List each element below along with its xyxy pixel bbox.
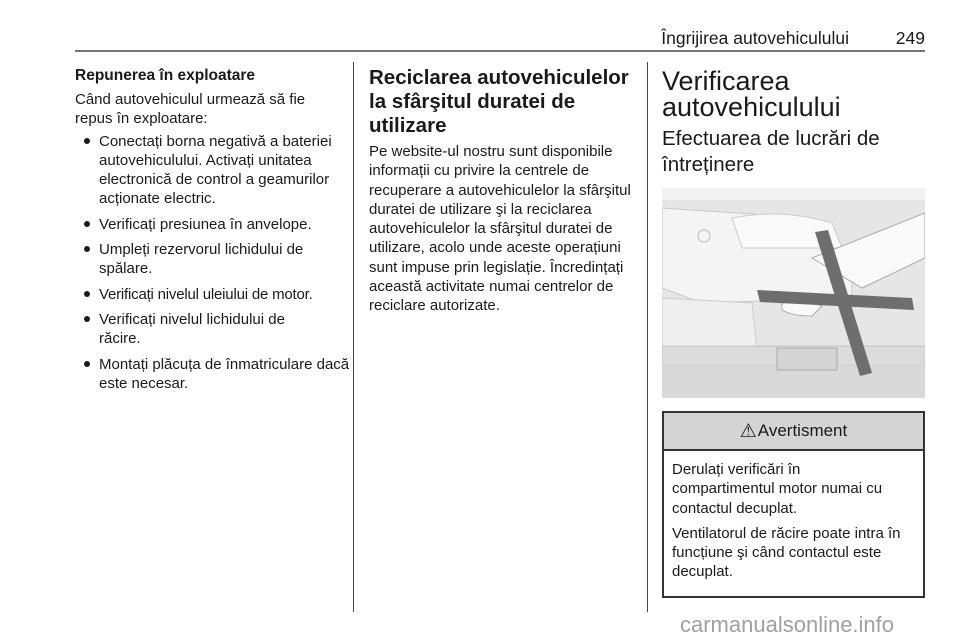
column-divider [353,62,354,612]
list-item: Verificați nivelul lichidului de răcire. [75,310,329,349]
list-item: Umpleți rezervorul lichidului de spălare. [75,240,339,279]
column-recommissioning [75,62,350,399]
section-title: Verificarea autovehiculului [662,66,841,122]
section-heading: Repunerea în exploatare [75,67,256,84]
section-subtitle: Efectuarea de lucrări de întreținere [662,127,880,176]
page-number: 249 [895,28,925,48]
column-divider [647,62,648,612]
warning-text: Derulați verificări în compartimentul motor numai cu contactul decuplat. [672,461,883,517]
body-text: Pe website-ul nostru sunt disponibile informații cu privire la centrele de recuperare a autovehiculelor la sfârşitul duratei de utilizare şi la reciclarea autovehiculelor la sfârşitul duratei de utilizare, acolo unde aceste operațiuni sunt impuse prin legislație. Încredințați această activitate numai centrelor de reciclare autorizate. [369,143,631,315]
intro-text: Când autovehiculul urmează să fie repus în exploatare: [75,91,306,128]
warning-header [664,413,923,451]
list-item: Conectați borna negativă a bateriei autovehiculului. Activați unitatea electronică de control a geamurilor acționate electric. [75,132,341,209]
page-header [75,26,925,52]
warning-label: Avertisment [757,421,848,440]
list-item: Montați plăcuța de înmatriculare dacă este necesar. [75,355,350,394]
column-recycling [369,62,637,316]
engine-compartment-illustration [662,188,925,398]
warning-body [664,451,923,596]
list-item: Verificați presiunea în anvelope. [75,215,350,234]
checklist [75,132,350,394]
chapter-title: Îngrijirea autovehiculului [661,28,849,48]
warning-box [662,411,925,598]
section-heading: Reciclarea autovehiculelor la sfârşitul duratei de utilizare [369,66,629,137]
watermark: carmanualsonline.info [680,612,895,637]
column-vehicle-check [662,62,925,598]
list-item: Verificați nivelul uleiului de motor. [75,285,350,304]
warning-triangle-icon: ⚠ [739,420,757,442]
warning-text: Ventilatorul de răcire poate intra în funcțiune şi când contactul este decuplat. [672,524,901,581]
